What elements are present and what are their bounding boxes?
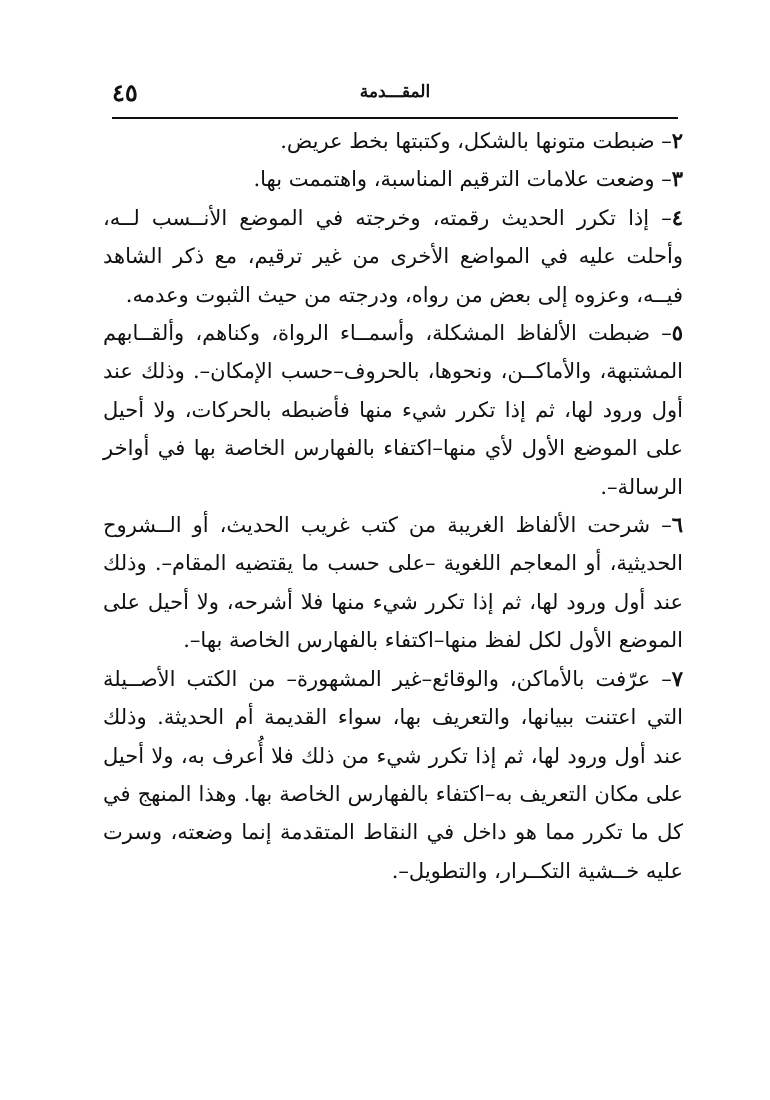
paragraph-number: ٧ bbox=[671, 665, 683, 691]
paragraph-5 bbox=[103, 314, 683, 506]
paragraph-text: – عرّفت بالأماكن، والوقائع–غير المشهورة– من الكتب الأصــيلة التي اعتنت ببيانها، والتعريف بها، سواء القديمة أم الحديثة. وذلك عند أول ورود لها، ثم إذا تكرر شيء من ذلك فلا أُعرف به، ولا أحيل على مكان التعريف به–اكتفاء بالفهارس الخاصة بها. وهذا المنهج في كل ما تكرر مما هو داخل في النقاط المتقدمة إنما وضعته، وسرت عليه خــشية التكــرار، والتطويل–. bbox=[103, 666, 683, 883]
paragraph-7 bbox=[103, 660, 683, 890]
paragraph-text: – شرحت الألفاظ الغريبة من كتب غريب الحديث، أو الــشروح الحديثية، أو المعاجم اللغوية –على حسب ما يقتضيه المقام–. وذلك عند أول ورود لها، ثم إذا تكرر شيء منها فلا أشرحه، ولا أحيل على الموضع الأول لكل لفظ منها–اكتفاء بالفهارس الخاصة بها–. bbox=[103, 513, 683, 653]
header-rule bbox=[112, 117, 678, 119]
paragraph-number: ٥ bbox=[671, 320, 683, 346]
page-header bbox=[112, 78, 678, 114]
paragraph-number: ٣ bbox=[671, 166, 683, 192]
paragraph-text: – ضبطت متونها بالشكل، وكتبتها بخط عريض. bbox=[280, 129, 672, 153]
running-title: المقـــدمة bbox=[359, 82, 431, 102]
paragraph-text: – وضعت علامات الترقيم المناسبة، واهتممت بها. bbox=[253, 167, 672, 192]
paragraph-number: ٢ bbox=[671, 128, 683, 153]
body-text bbox=[103, 122, 683, 890]
paragraph-6 bbox=[103, 506, 683, 660]
paragraph-text: – ضبطت الألفاظ المشكلة، وأسمــاء الرواة، وكناهم، وألقــابهم المشتبهة، والأماكــن، ونحوها، بالحروف–حسب الإمكان–. وذلك عند أول ورود لها، ثم إذا تكرر شيء منها فأضبطه بالحركات، ولا أحيل على الموضع الأول لأي منها–اكتفاء بالفهارس الخاصة بها في أواخر الرسالة–. bbox=[103, 321, 683, 499]
paragraph-4 bbox=[103, 199, 683, 314]
paragraph-3 bbox=[103, 160, 683, 198]
paragraph-number: ٦ bbox=[671, 512, 683, 538]
paragraph-text: – إذا تكرر الحديث رقمته، وخرجته في الموضع الأنــسب لــه، وأحلت عليه في المواضع الأخرى من غير ترقيم، مع ذكر الشاهد فيــه، وعزوه إلى بعض من رواه، ودرجته من حيث الثبوت وعدمه. bbox=[103, 205, 683, 307]
page-number: ٤٥ bbox=[112, 78, 138, 107]
paragraph-2 bbox=[103, 122, 683, 160]
paragraph-number: ٤ bbox=[671, 204, 683, 230]
